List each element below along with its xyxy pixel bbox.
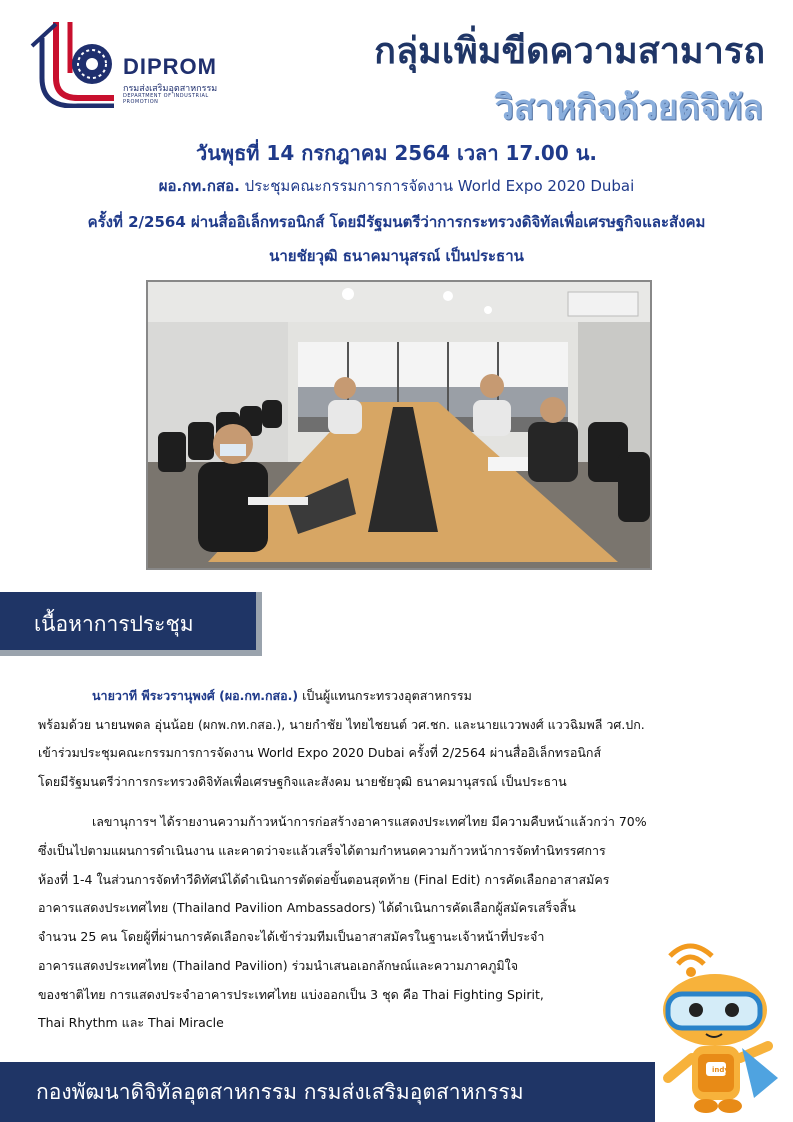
- meeting-line-3: นายชัยวุฒิ ธนาคมานุสรณ์ เป็นประธาน: [269, 247, 524, 265]
- meeting-line-1-lead: ผอ.กท.กสอ.: [158, 177, 240, 195]
- section-heading-banner: [0, 592, 262, 656]
- logo-subtitle-th: กรมส่งเสริมอุตสาหกรรม: [123, 84, 218, 94]
- meeting-date: วันพุธที่ 14 กรกฎาคม 2564 เวลา 17.00 น.: [195, 141, 597, 165]
- footer-text: กองพัฒนาดิจิทัลอุตสาหกรรม กรมส่งเสริมอุตสาหกรรม: [36, 1080, 524, 1104]
- page-title: กลุ่มเพิ่มขีดความสามารถ: [374, 31, 765, 72]
- paragraph-2-line-5: จำนวน 25 คน โดยผู้ที่ผ่านการคัดเลือกจะได้เข้าร่วมทีมเป็นอาสาสมัครในฐานะเจ้าหน้าที่ประจำ: [38, 929, 545, 944]
- paragraph-1-line-3: เข้าร่วมประชุมคณะกรรมการการจัดงาน World Expo 2020 Dubai ครั้งที่ 2/2564 ผ่านสื่ออิเล็กทรอนิกส์: [38, 745, 602, 760]
- paragraph-1-line-1-rest: เป็นผู้แทนกระทรวงอุตสาหกรรม: [298, 688, 472, 703]
- meeting-room-image: [148, 282, 650, 568]
- meeting-line-2: ครั้งที่ 2/2564 ผ่านสื่ออิเล็กทรอนิกส์ โดยมีรัฐมนตรีว่าการกระทรวงดิจิทัลเพื่อเศรษฐกิจและสังคม: [87, 213, 706, 231]
- section-heading: เนื้อหาการประชุม: [34, 612, 194, 636]
- paragraph-1-line-2: พร้อมด้วย นายนพดล อุ่นน้อย (ผกพ.กท.กสอ.), นายกำชัย ไทยไชยนต์ วศ.ชก. และนายแววพงศ์ แววฉิมพลี วศ.ปก.: [38, 717, 645, 732]
- paragraph-2-line-4: อาคารแสดงประเทศไทย (Thailand Pavilion Ambassadors) ได้ดำเนินการคัดเลือกผู้สมัครเสร็จสิ้น: [38, 900, 576, 915]
- paragraph-1-line-1: [92, 686, 472, 706]
- diprom-emblem-icon: [26, 18, 121, 108]
- meeting-line-1: [0, 174, 793, 198]
- footer-banner: [0, 1062, 655, 1122]
- paragraph-2-line-2: ซึ่งเป็นไปตามแผนการดำเนินงาน และคาดว่าจะแล้วเสร็จได้ตามกำหนดความก้าวหน้าการจัดทำนิทรรศการ: [38, 843, 606, 858]
- meeting-line-1-rest: ประชุมคณะกรรมการการจัดงาน World Expo 2020 Dubai: [239, 177, 635, 195]
- meeting-photo: [146, 280, 652, 570]
- paragraph-2-line-7: ของชาติไทย การแสดงประจำอาคารประเทศไทย แบ่งออกเป็น 3 ชุด คือ Thai Fighting Spirit,: [38, 987, 544, 1002]
- robot-mascot-icon: [650, 928, 790, 1118]
- diprom-logo: [26, 18, 236, 108]
- paragraph-2-line-3: ห้องที่ 1-4 ในส่วนการจัดทำวีดิทัศน์ได้ดำเนินการตัดต่อขั้นตอนสุดท้าย (Final Edit) การคัดเลือกอาสาสมัคร: [38, 872, 610, 887]
- mascot-badge-text: indy: [712, 1066, 729, 1074]
- logo-subtitle-en: DEPARTMENT OF INDUSTRIAL PROMOTION: [123, 93, 209, 105]
- logo-brand: DIPROM: [123, 54, 217, 79]
- paragraph-2-line-6: อาคารแสดงประเทศไทย (Thailand Pavilion) ร่วมนำเสนอเอกลักษณ์และความภาคภูมิใจ: [38, 958, 519, 973]
- paragraph-2-line-1: เลขานุการฯ ได้รายงานความก้าวหน้าการก่อสร้างอาคารแสดงประเทศไทย มีความคืบหน้าแล้วกว่า 70%: [92, 814, 647, 829]
- paragraph-1-line-4: โดยมีรัฐมนตรีว่าการกระทรวงดิจิทัลเพื่อเศรษฐกิจและสังคม นายชัยวุฒิ ธนาคมานุสรณ์ เป็นประธาน: [38, 774, 567, 789]
- paragraph-2-line-8: Thai Rhythm และ Thai Miracle: [38, 1015, 224, 1030]
- representative-name: นายวาที พีระวรานุพงศ์ (ผอ.กท.กสอ.): [92, 688, 299, 703]
- page-subtitle: วิสาหกิจด้วยดิจิทัล: [494, 88, 763, 128]
- mascot-illustration: [650, 928, 790, 1118]
